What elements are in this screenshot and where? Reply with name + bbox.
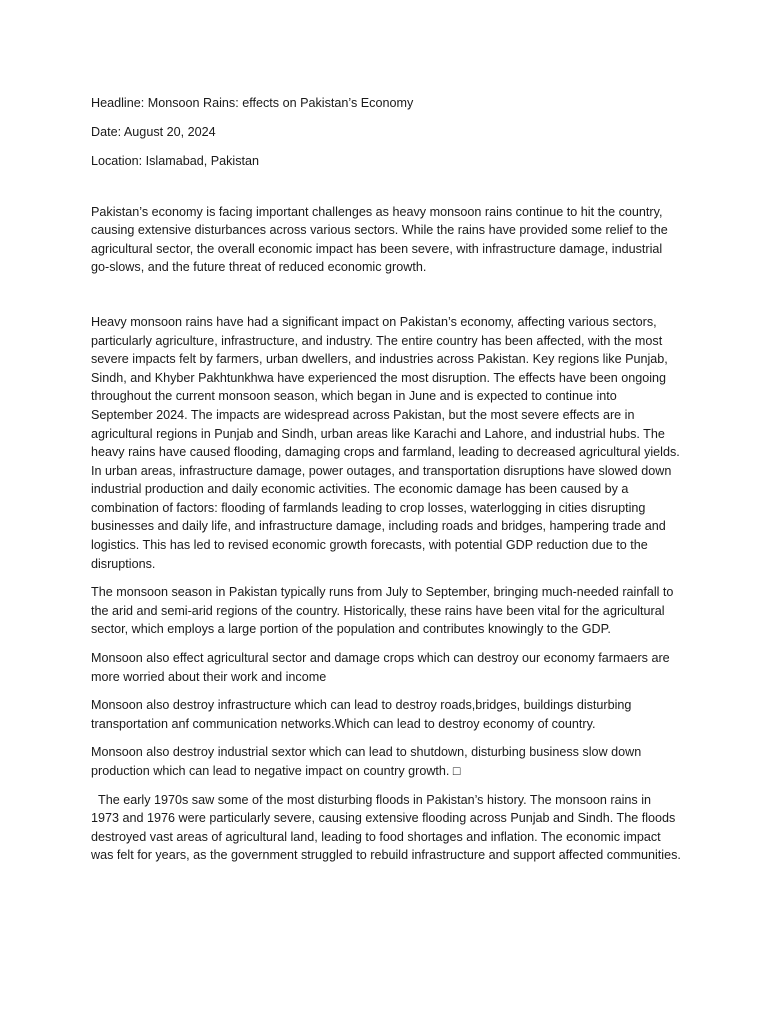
body-paragraph-infrastructure: Monsoon also destroy infrastructure which can lead to destroy roads,bridges, buildings disturbing transportation anf communication networks.Which can lead to destroy economy of country. (91, 698, 632, 731)
location-line: Location: Islamabad, Pakistan (91, 153, 260, 168)
body-paragraph-industry: Monsoon also destroy industrial sextor which can lead to shutdown, disturbing business slow down production which can lead to negative impact on country growth. □ (91, 745, 642, 778)
headline: Headline: Monsoon Rains: effects on Pakistan’s Economy (91, 96, 414, 110)
document-body (91, 94, 681, 875)
body-paragraph-history: The early 1970s saw some of the most disturbing floods in Pakistan’s history. The monsoon rains in 1973 and 1976 were particularly severe, causing extensive flooding across Punjab and Sindh. The floods destroyed vast areas of agricultural land, leading to food shortages and inflation. The economic impact was felt for years, as the government struggled to rebuild infrastructure and support affected communities. (91, 792, 681, 863)
intro-paragraph: Pakistan’s economy is facing important challenges as heavy monsoon rains continue to hit the country, causing extensive disturbances across various sectors. While the rains have provided some relief to the agricultural sector, the overall economic impact has been severe, with infrastructure damage, industrial go-slows, and the future threat of reduced economic growth. (91, 204, 668, 275)
body-paragraph-agriculture: Monsoon also effect agricultural sector and damage crops which can destroy our economy farmaers are more worried about their work and income (91, 651, 670, 684)
body-paragraph-season: The monsoon season in Pakistan typically runs from July to September, bringing much-needed rainfall to the arid and semi-arid regions of the country. Historically, these rains have been vital for the agricultural sector, which employs a large portion of the population and contributes knowingly to the GDP. (91, 585, 674, 637)
body-paragraph-impact: Heavy monsoon rains have had a significant impact on Pakistan’s economy, affecting various sectors, particularly agriculture, infrastructure, and industry. The entire country has been affected, with the most severe impacts felt by farmers, urban dwellers, and industries across Pakistan. Key regions like Punjab, Sindh, and Khyber Pakhtunkhwa have experienced the most disruption. The effects have been ongoing throughout the current monsoon season, which began in June and is expected to continue into September 2024. The impacts are widespread across Pakistan, but the most severe effects are in agricultural regions in Punjab and Sindh, urban areas like Karachi and Lahore, and industrial hubs. The heavy rains have caused flooding, damaging crops and farmland, leading to decreased agricultural yields. In urban areas, infrastructure damage, power outages, and transportation disruptions have slowed down industrial production and daily economic activities. The economic damage has been caused by a combination of factors: flooding of farmlands leading to crop losses, waterlogging in cities disrupting businesses and daily life, and infrastructure damage, including roads and bridges, hampering trade and logistics. This has led to revised economic growth forecasts, with potential GDP reduction due to the disruptions. (91, 314, 680, 571)
date-line: Date: August 20, 2024 (91, 124, 216, 139)
